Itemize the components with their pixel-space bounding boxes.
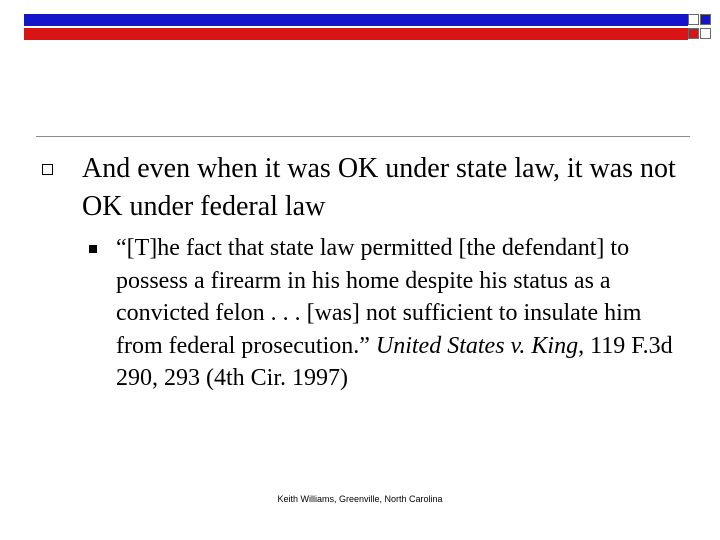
case-citation: , 119 F.3d 290, 293 (4th Cir. 1997) xyxy=(116,332,673,391)
hollow-square-bullet-icon xyxy=(42,164,53,175)
header-square-red xyxy=(688,28,699,39)
case-name: United States v. King xyxy=(375,332,579,359)
header-bar-red xyxy=(24,28,688,40)
filled-square-bullet-icon xyxy=(89,245,97,253)
header-decoration xyxy=(24,14,714,40)
title-divider xyxy=(36,136,690,137)
bullet-level2-text xyxy=(116,232,676,395)
quote-text: “[T]he fact that state law permitted [the defendant] to possess a firearm in his home despite his status as a convicted felon . . . [was] not sufficient to insulate him from federal prosecution.” xyxy=(116,235,642,359)
header-square-white-bottom xyxy=(700,28,711,39)
header-square-white-top xyxy=(688,14,699,25)
bullet-level1-text: And even when it was OK under state law, it was not OK under federal law xyxy=(82,153,676,222)
header-square-blue xyxy=(700,14,711,25)
header-bar-blue xyxy=(24,14,688,26)
slide-footer: Keith Williams, Greenville, North Carolina xyxy=(277,494,443,504)
